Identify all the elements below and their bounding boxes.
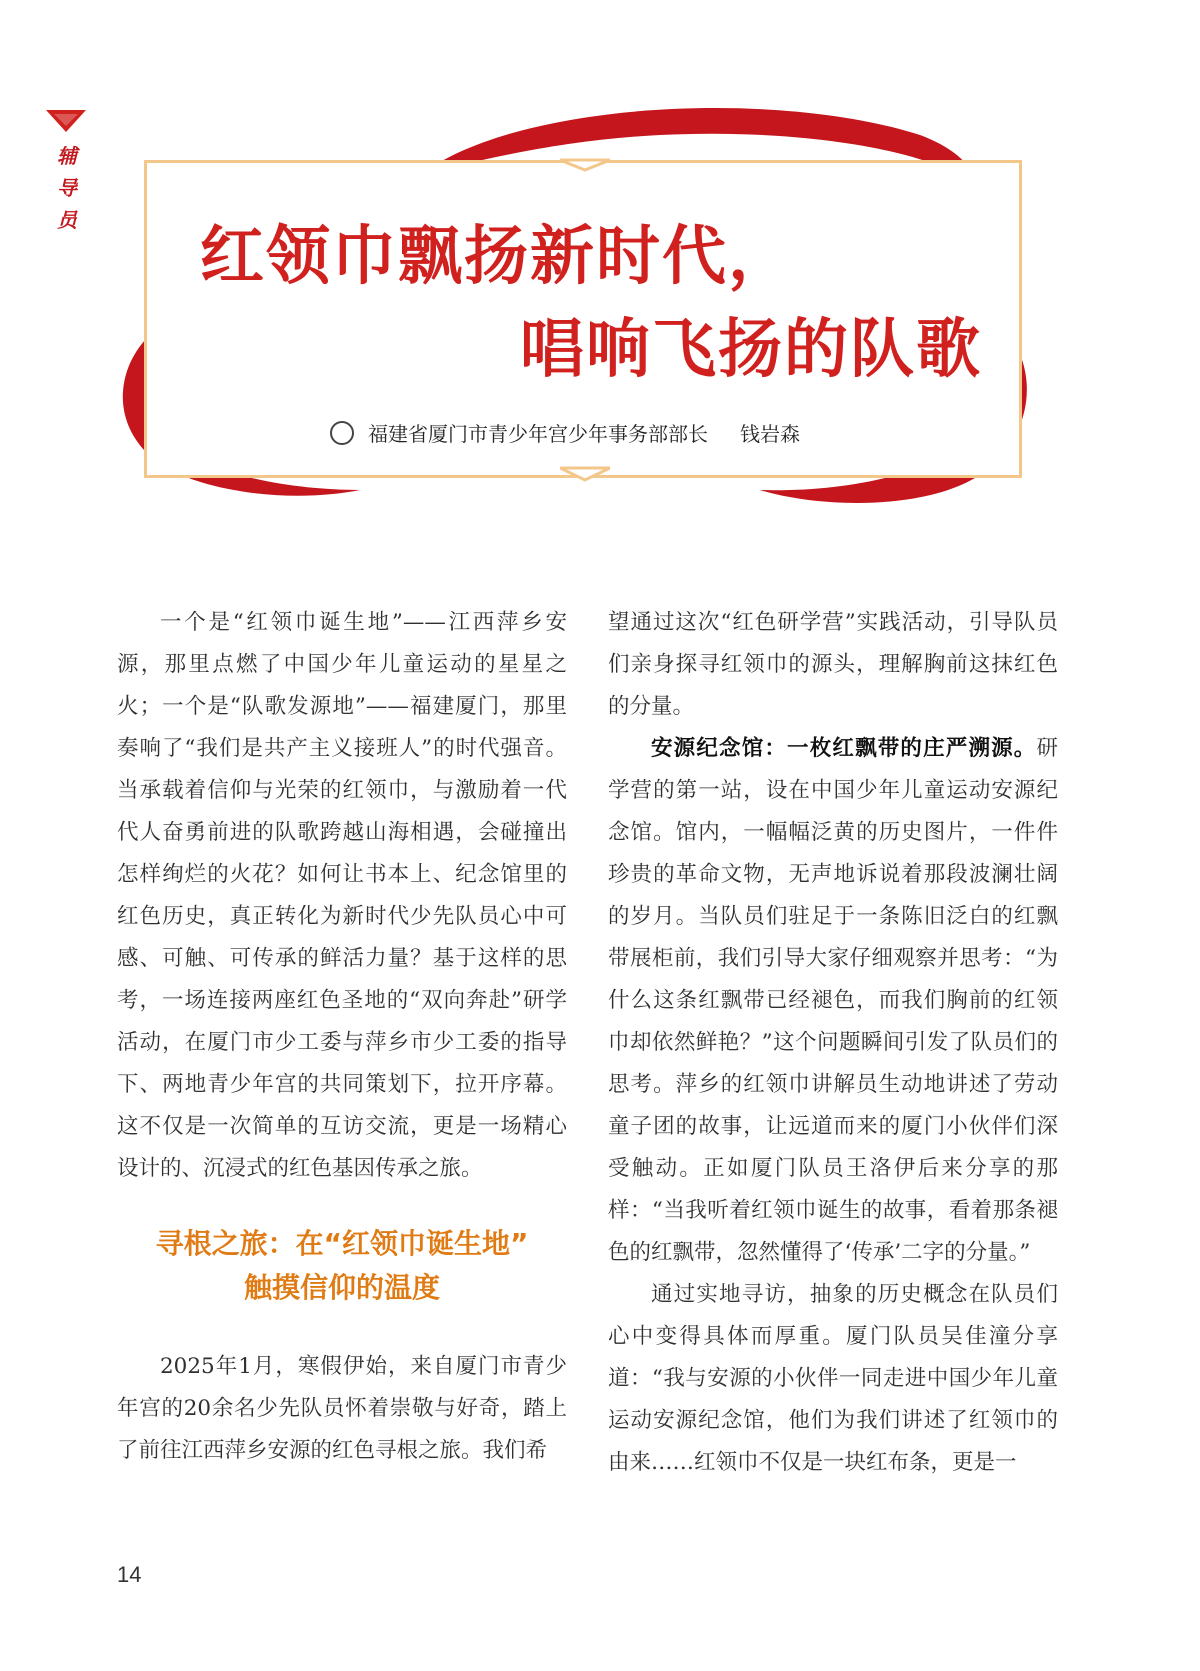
body-text: 研学营的第一站，设在中国少年儿童运动安源纪念馆。馆内，一幅幅泛黄的历史图片，一件件珍贵的革命文物，无声地诉说着那段波澜壮阔的岁月。当队员们驻足于一条陈旧泛白的红飘带展柜前，我们引导大家仔细观察并思考：“为什么这条红飘带已经褪色，而我们胸前的红领巾却依然鲜艳？”这个问题瞬间引发了队员们的思考。萍乡的红领巾讲解员生动地讲述了劳动童子团的故事，让远道而来的厦门小伙伴们深受触动。正如厦门队员王洛伊后来分享的那样：“当我听着红领巾诞生的故事，看着那条褪色的红飘带，忽然懂得了‘传承’二字的分量。” [608, 736, 1058, 1265]
circle-icon [330, 421, 354, 445]
body-paragraph: 一个是“红领巾诞生地”——江西萍乡安源，那里点燃了中国少年儿童运动的星星之火；一个是“队歌发源地”——福建厦门，那里奏响了“我们是共产主义接班人”的时代强音。当承载着信仰与光荣的红领巾，与激励着一代代人奋勇前进的队歌跨越山海相遇，会碰撞出怎样绚烂的火花？如何让书本上、纪念馆里的红色历史，真正转化为新时代少先队员心中可感、可触、可传承的鲜活力量？基于这样的思考，一场连接两座红色圣地的“双向奔赴”研学活动，在厦门市少工委与萍乡市少工委的指导下、两地青少年宫的共同策划下，拉开序幕。这不仅是一次简单的互访交流，更是一场精心设计的、沉浸式的红色基因传承之旅。 [117, 610, 567, 1181]
page-number: 14 [117, 1562, 142, 1587]
body-paragraph: 2025年1月，寒假伊始，来自厦门市青少年宫的20余名少先队员怀着崇敬与好奇，踏上了前往江西萍乡安源的红色寻根之旅。我们希 [117, 1354, 567, 1463]
right-column [608, 602, 1058, 1484]
byline-org: 福建省厦门市青少年宫少年事务部部长 [368, 422, 708, 446]
page-title-line2: 唱响飞扬的队歌 [520, 313, 982, 387]
body-paragraph: 通过实地寻访，抽象的历史概念在队员们心中变得具体而厚重。厦门队员吴佳潼分享道：“我与安源的小伙伴一同走进中国少年儿童运动安源纪念馆，他们为我们讲述了红领巾的由来……红领巾不仅是一块红布条，更是一 [608, 1282, 1058, 1475]
body-paragraph: 望通过这次“红色研学营”实践活动，引导队员们亲身探寻红领巾的源头，理解胸前这抹红色的分量。 [608, 610, 1058, 719]
page-title-line1: 红领巾飘扬新时代， [200, 220, 794, 294]
section-heading [117, 1222, 567, 1310]
byline [330, 418, 800, 447]
bold-lead: 安源纪念馆：一枚红飘带的庄严溯源。 [651, 736, 1037, 761]
frame-notch [560, 466, 610, 488]
left-column [117, 602, 567, 1472]
section-heading-line2: 触摸信仰的温度 [243, 1271, 440, 1304]
section-heading-line1: 寻根之旅：在“红领巾诞生地” [155, 1227, 529, 1260]
byline-author: 钱岩森 [740, 422, 800, 446]
frame-notch [560, 150, 610, 172]
section-label: 辅导员 [57, 144, 77, 232]
lead-paragraph [608, 728, 1058, 1274]
